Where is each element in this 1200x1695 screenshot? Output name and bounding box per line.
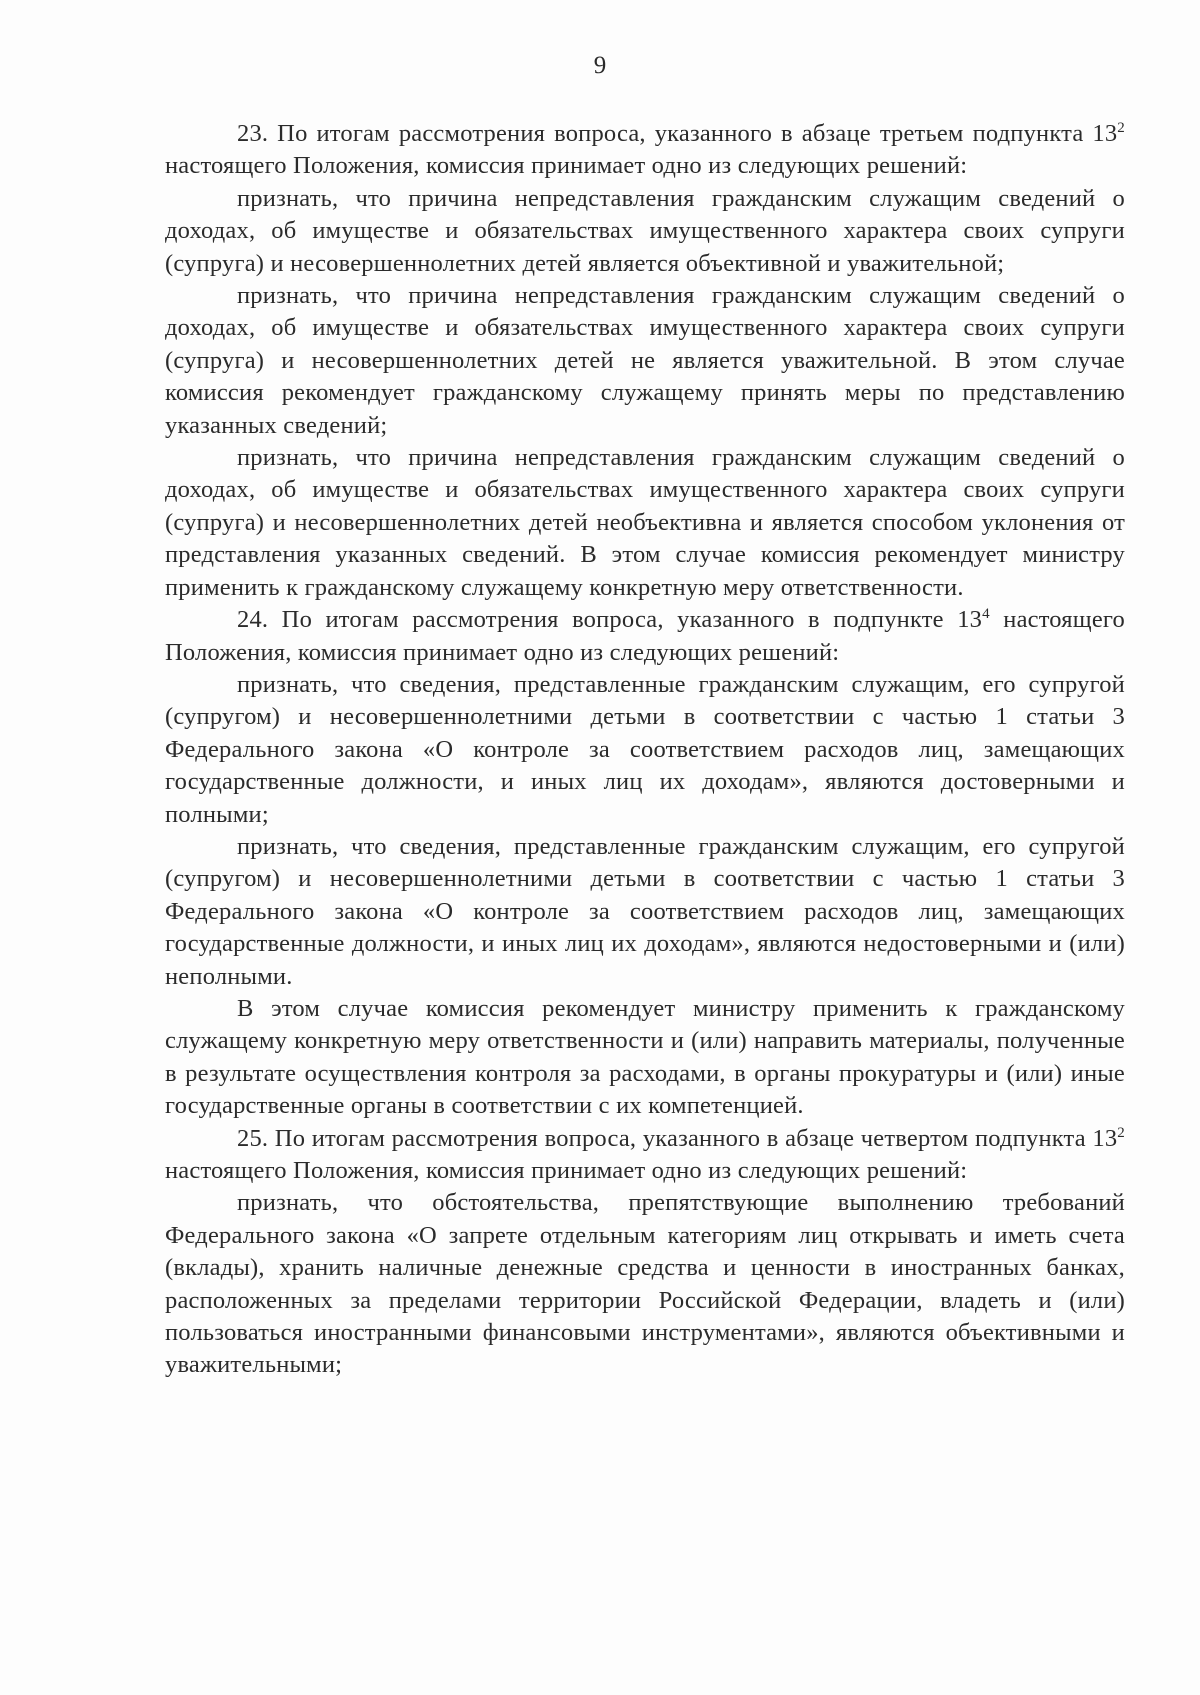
paragraph-25 — [165, 1123, 1125, 1188]
paragraph-23 — [165, 118, 1125, 183]
decision-consequence: В этом случае комиссия рекомендует министру применить к гражданскому служащему конкретную меру ответственности и (или) направить материалы, полученные в результате осуществления контроля за расходами, в органы прокуратуры и (или) иные государственные органы в соответствии с их компетенцией. — [165, 994, 1125, 1120]
decision-item-circumstances: признать, что обстоятельства, препятствующие выполнению требований Федерального закона «О запрете отдельным категориям лиц открывать и иметь счета (вклады), хранить наличные денежные средства и ценности в иностранных банках, расположенных за пределами территории Российской Федерации, владеть и (или) пользоваться иностранными финансовыми инструментами», являются объективными и уважительными; — [165, 1189, 1125, 1379]
paragraph-25-superscript: 2 — [1117, 1124, 1125, 1141]
paragraph-23-superscript: 2 — [1117, 120, 1125, 136]
document-body — [165, 118, 1125, 1382]
decision-item-evasion: признать, что причина непредставления гражданским служащим сведений о доходах, об имуществе и обязательствах имущественного характера своих супруги (супруга) и несовершеннолетних детей необъективна и является способом уклонения от представления указанных сведений. В этом случае комиссия рекомендует министру применить к гражданскому служащему конкретную меру ответственности. — [165, 444, 1125, 601]
paragraph-25-text-before: 25. По итогам рассмотрения вопроса, указанного в абзаце четвертом подпункта 13 — [237, 1124, 1118, 1152]
paragraph-25-text-after: настоящего Положения, комиссия принимает одно из следующих решений: — [165, 1157, 968, 1184]
decision-item-objective: признать, что причина непредставления гражданским служащим сведений о доходах, об имуществе и обязательствах имущественного характера своих супруги (супруга) и несовершеннолетних детей является объективной и уважительной; — [165, 184, 1125, 277]
decision-item-not-respectful: признать, что причина непредставления гражданским служащим сведений о доходах, об имуществе и обязательствах имущественного характера своих супруги (супруга) и несовершеннолетних детей не является уважительной. В этом случае комиссия рекомендует гражданскому служащему принять меры по представлению указанных сведений; — [165, 282, 1125, 439]
decision-item-reliable: признать, что сведения, представленные гражданским служащим, его супругой (супругом) и несовершеннолетними детьми в соответствии с частью 1 статьи 3 Федерального закона «О контроле за соответствием расходов лиц, замещающих государственные должности, и иных лиц их доходам», являются достоверными и полными; — [165, 670, 1125, 828]
paragraph-24 — [165, 604, 1125, 669]
paragraph-24-text-after: настоящего Положения, комиссия принимает одно из следующих решений: — [165, 606, 1125, 666]
page-number: 9 — [593, 52, 607, 79]
decision-item-unreliable: признать, что сведения, представленные гражданским служащим, его супругой (супругом) и несовершеннолетними детьми в соответствии с частью 1 статьи 3 Федерального закона «О контроле за соответствием расходов лиц, замещающих государственные должности, и иных лиц их доходам», являются недостоверными и (или) неполными. — [165, 832, 1125, 990]
paragraph-23-text-after: настоящего Положения, комиссия принимает одно из следующих решений: — [165, 152, 968, 180]
paragraph-23-text-before: 23. По итогам рассмотрения вопроса, указанного в абзаце третьем подпункта 13 — [237, 120, 1118, 147]
paragraph-24-superscript: 4 — [982, 606, 990, 623]
paragraph-24-text-before: 24. По итогам рассмотрения вопроса, указанного в подпункте 13 — [237, 606, 983, 634]
